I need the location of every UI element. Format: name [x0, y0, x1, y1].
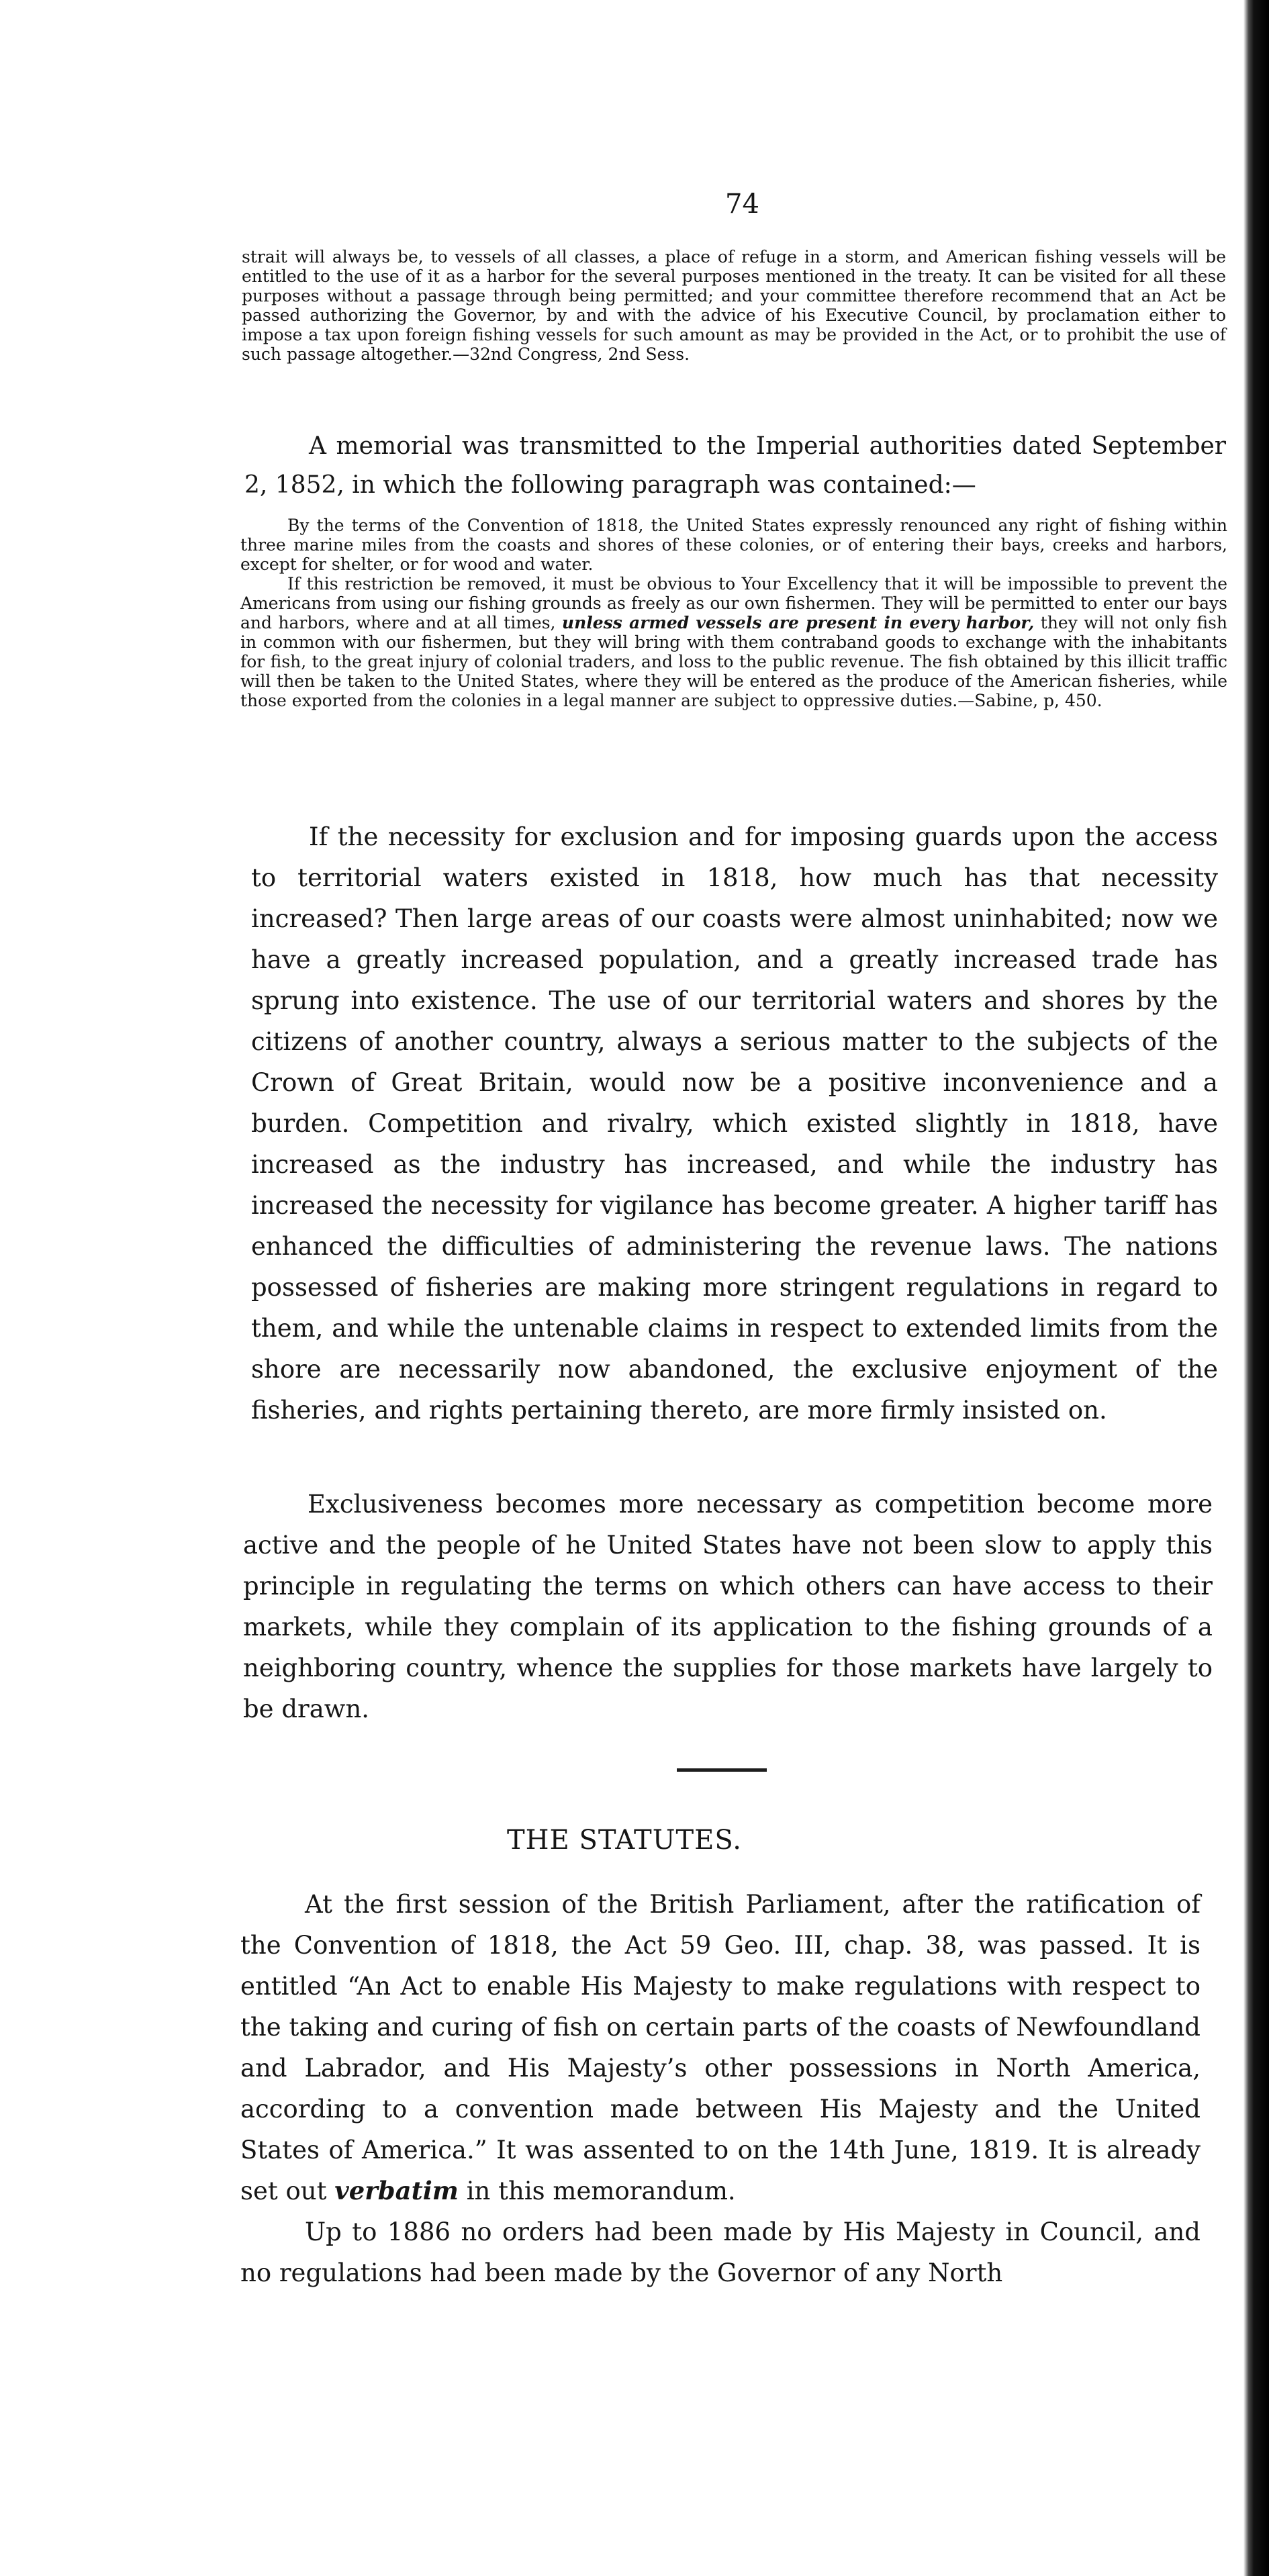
italic-emphasis: unless armed vessels are present in every harbor, — [561, 613, 1035, 632]
page-number: 74 — [725, 189, 759, 220]
necessity-paragraph — [251, 816, 1218, 1431]
body-paragraph: A memorial was transmitted to the Imperial authorities dated September 2, 1852, in which the following paragraph was contained:— — [244, 432, 1226, 499]
body-paragraph: If the necessity for exclusion and for imposing guards upon the access to territorial waters existed in 1818, how much has that necessity increased? Then large areas of our coasts were almost uninhabited; now we have a greatly increased population, and a greatly increased trade has sprung into existence. The use of our territorial waters and shores by the citizens of another country, always a serious matter to the subjects of the Crown of Great Britain, would now be a positive inconvenience and a burden. Competition and rivalry, which existed slightly in 1818, have increased as the industry has increased, and while the industry has increased the necessity for vigilance has become greater. A higher tariff has enhanced the difficulties of administering the revenue laws. The nations possessed of fisheries are making more stringent regulations in regard to them, and while the untenable claims in respect to extended limits from the shore are necessarily now abandoned, the exclusive enjoyment of the fisheries, and rights pertaining thereto, are more firmly insisted on. — [251, 822, 1218, 1425]
body-text: At the first session of the British Parliament, after the ratification of the Convention of 1818, the Act 59 Geo. III, chap. 38, was passed. It is entitled “An Act to enable His Majesty to make regulations with respect to the taking and curing of fish on certain parts of the coasts of Newfoundland and Labrador, and His Majesty’s other possessions in North America, according to a convention made between His Majesty and the United States of America.” It was assented to on the 14th June, 1819. It is already set out — [240, 1890, 1201, 2205]
body-paragraph: Up to 1886 no orders had been made by His Majesty in Council, and no regulations had been made by the Governor of any North — [240, 2217, 1201, 2287]
italic-emphasis: verbatim — [334, 2176, 459, 2205]
body-paragraph: Exclusiveness becomes more necessary as competition become more active and the people of he United States have not been slow to apply this principle in regulating the terms on which others can have access to their markets, while they complain of its application to the fishing grounds of a neighboring country, whence the supplies for those markets have largely to be drawn. — [243, 1490, 1213, 1723]
quoted-committee-report — [242, 247, 1226, 364]
quote-paragraph: strait will always be, to vessels of all classes, a place of refuge in a storm, and American fishing vessels will be entitled to the use of it as a harbor for the several purposes mentioned in the treaty. It can be visited for all these purposes without a passage through being permitted; and your committee therefore recommend that an Act be passed authorizing the Governor, by and with the advice of his Executive Council, by proclamation either to impose a tax upon foreign fishing vessels for such amount as may be provided in the Act, or to prohibit the use of such passage altogether.—32nd Congress, 2nd Sess. — [242, 247, 1226, 364]
quoted-memorial — [240, 516, 1227, 710]
scan-binding-edge — [1243, 0, 1269, 2576]
body-paragraph — [240, 1884, 1201, 2211]
exclusiveness-paragraph — [243, 1484, 1213, 1729]
body-text: in this memorandum. — [458, 2177, 736, 2205]
memorial-paragraph — [244, 427, 1226, 505]
section-divider — [677, 1768, 767, 1772]
section-heading: THE STATUTES. — [506, 1825, 743, 1856]
quote-text: If this restriction be removed, it must be obvious to Your Excellency that it will be impossible to prevent the Americans from using our fishing grounds as freely as our own fishermen. They will be permitted to enter our bays and harbors, where and at all times, — [240, 574, 1227, 632]
quote-paragraph — [240, 574, 1227, 710]
statutes-section — [240, 1884, 1201, 2293]
quote-text: they will not only fish in common with our fishermen, but they will bring with them contraband goods to exchange with the inhabitants for fish, to the great injury of colonial traders, and loss to the public revenue. The fish obtained by this illicit traffic will then be taken to the United States, where they will be entered as the produce of the American fisheries, while those exported from the colonies in a legal manner are subject to oppressive duties.—Sabine, p, 450. — [240, 613, 1227, 710]
quote-paragraph: By the terms of the Convention of 1818, the United States expressly renounced any right of fishing within three marine miles from the coasts and shores of these colonies, or of entering their bays, creeks and harbors, except for shelter, or for wood and water. — [240, 516, 1227, 574]
